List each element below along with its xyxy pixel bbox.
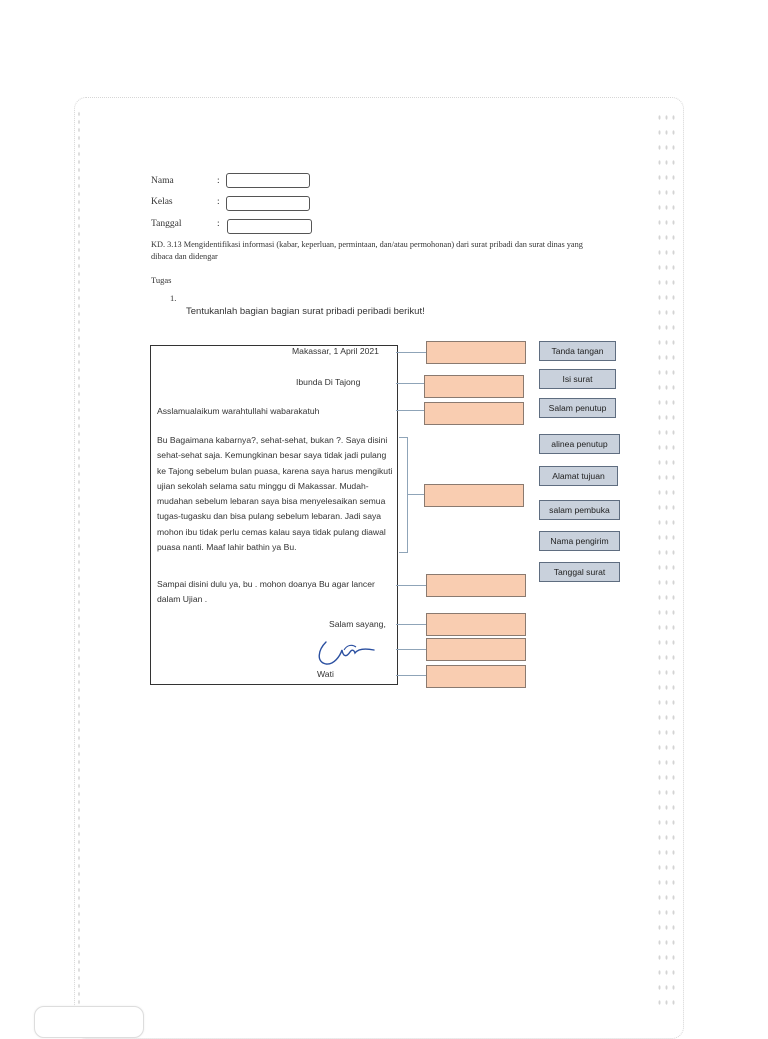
tanggal-label: Tanggal [151, 219, 182, 229]
option-tanggal-surat[interactable]: Tanggal surat [539, 562, 620, 582]
signature-image [316, 636, 386, 670]
connector-line [396, 585, 426, 586]
connector-line [396, 410, 424, 411]
letter-greeting: Asslamualaikum warahtullahi wabarakatuh [157, 406, 320, 416]
connector-line [396, 383, 424, 384]
letter-closing: Salam sayang, [329, 619, 386, 629]
page-scroll-tab[interactable] [34, 1006, 144, 1038]
instruction: Tentukanlah bagian bagian surat pribadi peribadi berikut! [186, 306, 425, 317]
answer-box[interactable] [426, 638, 526, 661]
connector-line [396, 624, 426, 625]
tanggal-field[interactable] [227, 219, 312, 234]
nama-label: Nama [151, 176, 174, 186]
letter-recipient: Ibunda Di Tajong [296, 377, 361, 387]
letter-closing-paragraph: Sampai disini dulu ya, bu . mohon doanya Bu agar lancer dalam Ujian . [157, 579, 375, 605]
connector-line [396, 352, 426, 353]
nama-colon: : [217, 176, 220, 186]
answer-box[interactable] [424, 375, 524, 398]
answer-box[interactable] [426, 341, 526, 364]
connector-line [407, 494, 424, 495]
letter-date-place: Makassar, 1 April 2021 [292, 346, 379, 356]
letter-body: Bu Bagaimana kabarnya?, sehat-sehat, bukan ?. Saya disini sehat-sehat saja. Kemungkinan besar saya tidak jadi pulang ke Tajong sebelum bulan puasa, karena saya harus mengikuti ujian sekolah selama satu minggu di Makassar. Mudah-mudahan sebelum lebaran saya bisa menyelesaikan semua tugas-tugasku dan bisa pulang sebelum lebaran. Jadi saya mohon ibu tidak perlu cemas kalau saya tidak pulang diawal puasa nanti. Maaf lahir bathin ya Bu. [157, 435, 393, 553]
option-salam-penutup[interactable]: Salam penutup [539, 398, 616, 418]
answer-box[interactable] [426, 613, 526, 636]
answer-box[interactable] [424, 402, 524, 425]
option-tanda-tangan[interactable]: Tanda tangan [539, 341, 616, 361]
option-alamat-tujuan[interactable]: Alamat tujuan [539, 466, 618, 486]
page-edge-dots-left [77, 110, 81, 1010]
page-edge-dots [656, 110, 678, 1010]
item-number: 1. [170, 293, 177, 303]
kelas-field[interactable] [226, 196, 310, 211]
answer-box[interactable] [424, 484, 524, 507]
tugas-label: Tugas [151, 275, 172, 285]
connector-line [396, 649, 426, 650]
kelas-colon: : [217, 197, 220, 207]
nama-field[interactable] [226, 173, 310, 188]
body-bracket [399, 437, 408, 553]
option-isi-surat[interactable]: Isi surat [539, 369, 616, 389]
option-nama-pengirim[interactable]: Nama pengirim [539, 531, 620, 551]
kelas-label: Kelas [151, 197, 173, 207]
answer-box[interactable] [426, 665, 526, 688]
option-salam-pembuka[interactable]: salam pembuka [539, 500, 620, 520]
kd-text: KD. 3.13 Mengidentifikasi informasi (kabar, keperluan, permintaan, dan/atau permohonan) dari surat pribadi dan surat dinas yang dibaca dan didengar [151, 240, 583, 261]
option-alinea-penutup[interactable]: alinea penutup [539, 434, 620, 454]
connector-line [396, 675, 426, 676]
letter-sender: Wati [317, 669, 334, 679]
tanggal-colon: : [217, 219, 220, 229]
answer-box[interactable] [426, 574, 526, 597]
